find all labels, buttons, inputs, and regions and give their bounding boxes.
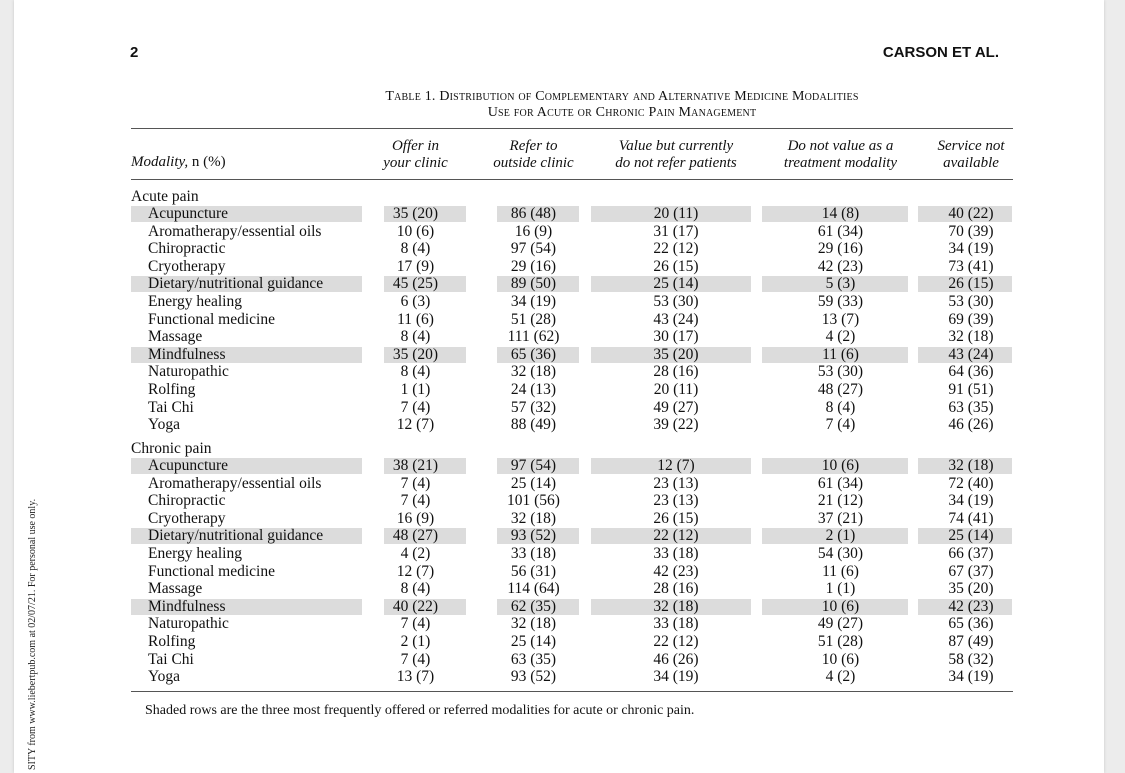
table-cell: 25 (14)	[948, 527, 994, 545]
table-row	[14, 545, 1104, 563]
table-row	[14, 668, 1104, 686]
table-cell: 62 (35)	[510, 597, 557, 615]
table-cell: 26 (15)	[653, 257, 699, 275]
table-cell: 4 (2)	[825, 668, 856, 686]
table-cell: 26 (15)	[948, 275, 994, 293]
table-cell: 42 (23)	[817, 257, 864, 275]
table-row	[14, 510, 1104, 528]
table-cell: 34 (19)	[948, 240, 994, 258]
column-header-line: Do not value as a	[787, 138, 894, 154]
table-cell: 40 (22)	[948, 205, 994, 222]
table-cell: 10 (6)	[821, 597, 860, 615]
table-cell: 17 (9)	[396, 257, 435, 275]
table-row	[14, 399, 1104, 417]
modality-name: Mindfulness	[148, 345, 226, 363]
table-cell: 1 (1)	[400, 381, 431, 398]
modality-name: Massage	[148, 580, 203, 598]
table-caption-continued	[131, 105, 1113, 121]
modality-name: Naturopathic	[148, 363, 229, 381]
table-row	[14, 381, 1104, 399]
section-label: Chronic pain	[131, 440, 212, 457]
table-row	[14, 328, 1104, 346]
table-cell: 49 (27)	[817, 615, 864, 633]
table-cell: 28 (16)	[653, 363, 699, 381]
table-cell: 46 (26)	[948, 416, 994, 434]
table-cell: 32 (18)	[510, 615, 557, 633]
modality-name: Aromatherapy/essential oils	[148, 222, 322, 240]
table-cell: 53 (30)	[817, 363, 864, 381]
table-cell: 8 (4)	[400, 363, 431, 381]
table-cell: 4 (2)	[825, 328, 856, 346]
column-header-line: available	[943, 155, 999, 171]
column-header-line: outside clinic	[493, 155, 574, 171]
table-cell: 34 (19)	[948, 492, 994, 510]
table-cell: 42 (23)	[653, 562, 699, 580]
table-cell: 63 (35)	[510, 650, 557, 668]
column-header-1	[366, 138, 465, 172]
table-cell: 14 (8)	[821, 205, 860, 222]
table-row	[14, 416, 1104, 434]
table-cell: 111 (62)	[507, 328, 560, 346]
table-cell: 48 (27)	[392, 527, 439, 545]
table-cell: 88 (49)	[510, 416, 557, 434]
running-head: CARSON ET AL.	[882, 44, 999, 61]
table-row	[14, 223, 1104, 241]
table-cell: 33 (18)	[653, 545, 699, 562]
table-cell: 42 (23)	[948, 597, 994, 615]
table-cell: 34 (19)	[653, 668, 699, 686]
table-cell: 5 (3)	[825, 275, 856, 293]
modality-name: Dietary/nutritional guidance	[148, 527, 324, 545]
table-cell: 28 (16)	[653, 580, 699, 598]
table-cell: 8 (4)	[400, 240, 431, 258]
column-header-4	[764, 138, 917, 172]
column-header-3	[595, 138, 757, 172]
table-cell: 4 (2)	[400, 545, 431, 562]
column-header-line: Service not	[937, 138, 1005, 154]
table-cell: 46 (26)	[653, 650, 699, 668]
table-cell: 11 (6)	[822, 345, 859, 363]
modality-name: Dietary/nutritional guidance	[148, 275, 324, 293]
table-cell: 97 (54)	[510, 240, 557, 258]
table-cell: 10 (6)	[821, 650, 860, 668]
table-footnote: Shaded rows are the three most frequently offered or referred modalities for acute or chronic pain.	[145, 703, 695, 718]
table-row	[14, 205, 1104, 223]
table-row	[14, 615, 1104, 633]
modality-name: Acupuncture	[148, 205, 229, 222]
modality-name: Energy healing	[148, 293, 242, 310]
table-cell: 59 (33)	[817, 293, 864, 310]
table-cell: 8 (4)	[400, 580, 431, 598]
table-cell: 65 (36)	[510, 345, 557, 363]
table-row	[14, 492, 1104, 510]
table-cell: 69 (39)	[948, 310, 994, 328]
modality-name: Chiropractic	[148, 240, 226, 258]
modality-column-header: Modality, n (%)	[131, 154, 226, 170]
table-cell: 26 (15)	[653, 509, 699, 527]
table-cell: 32 (18)	[510, 509, 557, 527]
table-cell: 57 (32)	[510, 398, 557, 416]
table-caption	[131, 89, 1113, 105]
table-cell: 20 (11)	[653, 381, 699, 398]
table-bottom-rule	[131, 691, 1013, 692]
table-cell: 87 (49)	[948, 633, 994, 650]
table-cell: 23 (13)	[653, 492, 699, 510]
table-row	[14, 346, 1104, 364]
table-cell: 35 (20)	[392, 345, 439, 363]
table-cell: 22 (12)	[653, 240, 699, 258]
modality-name: Massage	[148, 328, 203, 346]
table-cell: 53 (30)	[948, 293, 994, 310]
table-cell: 10 (6)	[396, 222, 435, 240]
column-header-line: your clinic	[383, 155, 448, 171]
page-number: 2	[130, 44, 139, 61]
table-cell: 22 (12)	[653, 527, 699, 545]
table-row	[14, 651, 1104, 669]
table-cell: 101 (56)	[507, 492, 560, 510]
table-cell: 10 (6)	[821, 457, 860, 474]
table-cell: 53 (30)	[653, 293, 699, 310]
header-rule	[131, 179, 1013, 180]
table-cell: 24 (13)	[510, 381, 557, 398]
table-cell: 51 (28)	[817, 633, 864, 650]
table-row	[14, 633, 1104, 651]
table-cell: 16 (9)	[514, 222, 553, 240]
table-cell: 8 (4)	[825, 398, 856, 416]
table-cell: 11 (6)	[397, 310, 434, 328]
table-cell: 12 (7)	[657, 457, 695, 474]
table-cell: 43 (24)	[653, 310, 699, 328]
column-header-line: Refer to	[509, 138, 558, 154]
table-row	[14, 457, 1104, 475]
table-cell: 32 (18)	[510, 363, 557, 381]
modality-name: Aromatherapy/essential oils	[148, 474, 322, 492]
table-cell: 6 (3)	[400, 293, 431, 310]
table-cell: 16 (9)	[396, 509, 435, 527]
table-cell: 61 (34)	[817, 474, 864, 492]
table-cell: 1 (1)	[825, 580, 856, 598]
modality-name: Functional medicine	[148, 562, 275, 580]
table-cell: 2 (1)	[825, 527, 856, 545]
table-cell: 7 (4)	[825, 416, 856, 434]
modality-name: Cryotherapy	[148, 257, 226, 275]
table-cell: 45 (25)	[392, 275, 439, 293]
table-cell: 39 (22)	[653, 416, 699, 434]
modality-name: Cryotherapy	[148, 509, 226, 527]
table-cell: 49 (27)	[653, 398, 699, 416]
table-cell: 7 (4)	[400, 492, 431, 510]
modality-name: Acupuncture	[148, 457, 229, 474]
table-row	[14, 475, 1104, 493]
modality-name: Yoga	[148, 668, 181, 686]
table-cell: 61 (34)	[817, 222, 864, 240]
table-cell: 32 (18)	[653, 597, 699, 615]
document-page	[14, 0, 1104, 773]
table-cell: 34 (19)	[510, 293, 557, 310]
table-top-rule	[131, 128, 1013, 129]
table-cell: 34 (19)	[948, 668, 994, 686]
section-label: Acute pain	[131, 188, 199, 205]
table-cell: 7 (4)	[400, 398, 431, 416]
modality-name: Energy healing	[148, 545, 242, 562]
modality-name: Naturopathic	[148, 615, 229, 633]
table-cell: 38 (21)	[392, 457, 439, 474]
modality-name: Functional medicine	[148, 310, 275, 328]
table-cell: 25 (14)	[510, 474, 557, 492]
table-cell: 7 (4)	[400, 650, 431, 668]
table-row	[14, 363, 1104, 381]
column-header-line: do not refer patients	[615, 155, 737, 171]
table-title-line-1: Distribution of Complementary and Alternative Medicine Modalities	[439, 89, 859, 104]
table-row	[14, 311, 1104, 329]
table-cell: 20 (11)	[653, 205, 699, 222]
table-cell: 35 (20)	[948, 580, 994, 598]
table-cell: 114 (64)	[507, 580, 560, 598]
column-header-line: Value but currently	[618, 138, 734, 154]
table-cell: 73 (41)	[948, 257, 994, 275]
table-cell: 54 (30)	[817, 545, 864, 562]
table-cell: 66 (37)	[948, 545, 994, 562]
table-cell: 74 (41)	[948, 509, 994, 527]
table-cell: 12 (7)	[396, 562, 435, 580]
table-cell: 29 (16)	[817, 240, 864, 258]
table-row	[14, 598, 1104, 616]
table-row	[14, 293, 1104, 311]
table-cell: 51 (28)	[510, 310, 557, 328]
table-row	[14, 275, 1104, 293]
modality-name: Yoga	[148, 416, 181, 434]
table-cell: 89 (50)	[510, 275, 557, 293]
table-cell: 72 (40)	[948, 474, 994, 492]
table-cell: 32 (18)	[948, 328, 994, 346]
table-cell: 65 (36)	[948, 615, 994, 633]
table-cell: 35 (20)	[653, 345, 699, 363]
table-cell: 56 (31)	[510, 562, 557, 580]
table-cell: 33 (18)	[653, 615, 699, 633]
modality-name: Tai Chi	[148, 650, 194, 668]
table-cell: 97 (54)	[510, 457, 557, 474]
table-row	[14, 527, 1104, 545]
table-cell: 67 (37)	[948, 562, 994, 580]
modality-name: Chiropractic	[148, 492, 226, 510]
table-cell: 11 (6)	[822, 562, 859, 580]
table-row	[14, 563, 1104, 581]
table-cell: 29 (16)	[510, 257, 557, 275]
table-cell: 22 (12)	[653, 633, 699, 650]
table-cell: 32 (18)	[948, 457, 994, 474]
column-header-line: treatment modality	[783, 155, 898, 171]
table-cell: 33 (18)	[510, 545, 557, 562]
table-cell: 12 (7)	[396, 416, 435, 434]
table-row	[14, 580, 1104, 598]
table-cell: 48 (27)	[817, 381, 864, 398]
table-row	[14, 240, 1104, 258]
table-cell: 86 (48)	[510, 205, 557, 222]
modality-name: Tai Chi	[148, 398, 194, 416]
table-row	[14, 258, 1104, 276]
table-cell: 70 (39)	[948, 222, 994, 240]
table-cell: 7 (4)	[400, 615, 431, 633]
watermark-text: SITY from www.liebertpub.com at 02/07/21. For personal use only.	[27, 498, 38, 770]
table-cell: 37 (21)	[817, 509, 864, 527]
table-cell: 43 (24)	[948, 345, 994, 363]
table-cell: 23 (13)	[653, 474, 699, 492]
table-cell: 30 (17)	[653, 328, 699, 346]
table-label: Table 1.	[385, 89, 436, 104]
table-cell: 7 (4)	[400, 474, 431, 492]
table-cell: 2 (1)	[400, 633, 431, 650]
table-cell: 58 (32)	[948, 650, 994, 668]
column-header-line: Offer in	[391, 138, 440, 154]
column-header-2	[480, 138, 587, 172]
table-cell: 91 (51)	[948, 381, 994, 398]
table-cell: 25 (14)	[653, 275, 699, 293]
table-cell: 63 (35)	[948, 398, 994, 416]
table-cell: 13 (7)	[821, 310, 860, 328]
table-cell: 31 (17)	[653, 222, 699, 240]
modality-name: Mindfulness	[148, 597, 226, 615]
table-title-line-2: Use for Acute or Chronic Pain Management	[487, 105, 757, 120]
table-cell: 64 (36)	[948, 363, 994, 381]
table-cell: 13 (7)	[396, 668, 435, 686]
table-cell: 21 (12)	[817, 492, 864, 510]
table-cell: 25 (14)	[510, 633, 557, 650]
table-cell: 8 (4)	[400, 328, 431, 346]
table-cell: 35 (20)	[392, 205, 439, 222]
column-header-5	[921, 138, 1021, 172]
modality-name: Rolfing	[148, 381, 196, 398]
table-cell: 93 (52)	[510, 668, 557, 686]
table-cell: 93 (52)	[510, 527, 557, 545]
modality-name: Rolfing	[148, 633, 196, 650]
table-cell: 40 (22)	[392, 597, 439, 615]
